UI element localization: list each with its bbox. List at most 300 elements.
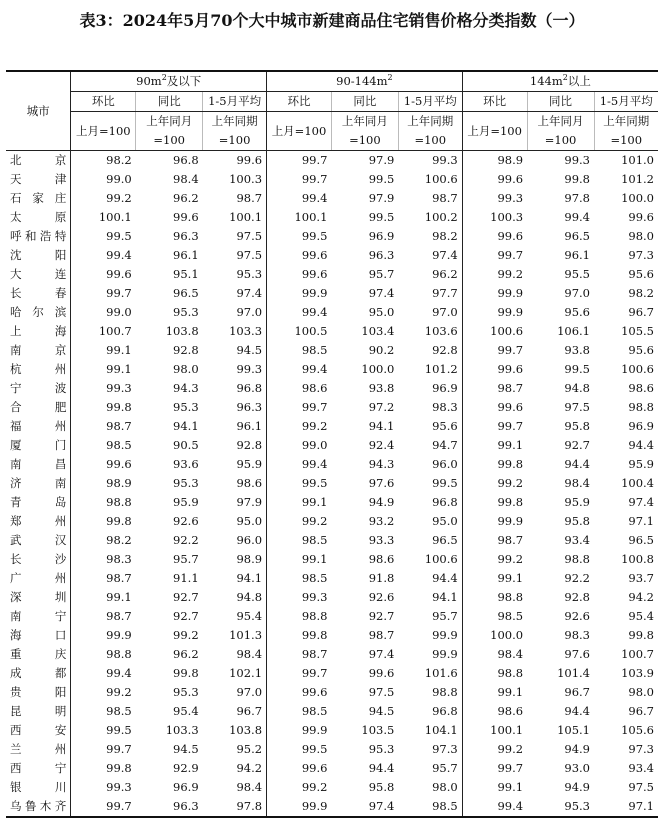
index-value: 99.4 <box>301 305 328 319</box>
index-value: 101.2 <box>398 360 462 379</box>
index-value: 97.9 <box>368 153 395 167</box>
index-value: 95.0 <box>398 512 462 531</box>
index-value: 98.2 <box>106 533 132 547</box>
index-value: 94.9 <box>564 742 590 756</box>
index-value: 99.2 <box>106 685 132 699</box>
index-value: 99.1 <box>301 552 328 566</box>
table-row <box>6 303 658 322</box>
table-row <box>6 512 658 531</box>
index-value: 97.4 <box>628 495 654 509</box>
index-value: 97.3 <box>628 248 654 262</box>
index-value: 93.4 <box>564 533 590 547</box>
header-base-avg: 上年同期=100 <box>594 112 658 151</box>
index-value: 98.0 <box>628 229 654 243</box>
index-value: 93.6 <box>173 457 199 471</box>
index-value: 98.7 <box>398 189 462 208</box>
index-value: 94.9 <box>564 780 590 794</box>
index-value: 99.8 <box>106 514 132 528</box>
city-name: 西宁 <box>6 759 71 778</box>
index-value: 99.9 <box>398 626 462 645</box>
table-row <box>6 360 658 379</box>
index-value: 105.6 <box>621 723 654 737</box>
index-value: 98.2 <box>398 227 462 246</box>
index-value: 95.3 <box>368 742 395 756</box>
table-row <box>6 265 658 284</box>
index-value: 97.6 <box>368 476 395 490</box>
index-value: 96.5 <box>398 531 462 550</box>
index-value: 97.3 <box>628 742 654 756</box>
index-value: 95.7 <box>398 607 462 626</box>
index-value: 92.8 <box>173 343 199 357</box>
index-value: 98.7 <box>497 533 524 547</box>
index-value: 96.9 <box>173 780 199 794</box>
table-row <box>6 227 658 246</box>
index-value: 94.8 <box>203 588 267 607</box>
index-value: 98.8 <box>628 400 654 414</box>
index-value: 92.6 <box>564 609 590 623</box>
header-base-mom: 上月=100 <box>462 112 527 151</box>
index-value: 103.6 <box>398 322 462 341</box>
index-value: 99.8 <box>106 761 132 775</box>
index-value: 99.9 <box>398 645 462 664</box>
index-value: 100.8 <box>621 552 654 566</box>
table-row <box>6 759 658 778</box>
index-value: 96.3 <box>203 398 267 417</box>
index-value: 99.8 <box>564 172 590 186</box>
index-value: 92.7 <box>173 590 199 604</box>
table-row <box>6 626 658 645</box>
index-value: 96.8 <box>203 379 267 398</box>
index-value: 97.5 <box>628 780 654 794</box>
index-value: 104.1 <box>398 721 462 740</box>
header-mom: 环比 <box>71 92 136 112</box>
index-value: 98.0 <box>173 362 199 376</box>
header-base-yoy: 上年同月=100 <box>527 112 594 151</box>
city-name: 济南 <box>6 474 71 493</box>
index-value: 106.1 <box>557 324 590 338</box>
index-value: 96.7 <box>203 702 267 721</box>
index-value: 94.9 <box>368 495 395 509</box>
index-value: 95.9 <box>628 457 654 471</box>
index-value: 99.6 <box>497 400 524 414</box>
index-value: 101.2 <box>621 172 654 186</box>
index-value: 100.1 <box>98 210 132 224</box>
index-value: 94.3 <box>368 457 395 471</box>
index-value: 99.5 <box>301 229 328 243</box>
index-value: 99.6 <box>301 685 328 699</box>
table-row <box>6 189 658 208</box>
index-value: 95.7 <box>173 552 199 566</box>
index-value: 98.0 <box>398 778 462 797</box>
index-value: 96.9 <box>628 419 654 433</box>
index-value: 102.1 <box>203 664 267 683</box>
city-name: 宁波 <box>6 379 71 398</box>
index-value: 97.5 <box>564 400 590 414</box>
index-value: 99.5 <box>368 172 395 186</box>
index-value: 99.2 <box>301 514 328 528</box>
index-value: 99.7 <box>497 761 524 775</box>
city-name: 深圳 <box>6 588 71 607</box>
index-value: 96.5 <box>173 286 199 300</box>
index-value: 98.5 <box>106 704 132 718</box>
index-value: 99.8 <box>106 400 132 414</box>
index-value: 94.5 <box>368 704 395 718</box>
index-value: 101.4 <box>557 666 590 680</box>
index-value: 95.3 <box>173 400 199 414</box>
index-value: 95.3 <box>173 305 199 319</box>
index-value: 97.1 <box>594 797 658 817</box>
city-name: 成都 <box>6 664 71 683</box>
index-value: 96.0 <box>398 455 462 474</box>
index-value: 100.3 <box>490 210 524 224</box>
index-value: 103.3 <box>203 322 267 341</box>
index-value: 96.3 <box>368 248 395 262</box>
index-value: 98.8 <box>497 590 524 604</box>
index-value: 100.2 <box>398 208 462 227</box>
index-value: 100.4 <box>621 476 654 490</box>
index-value: 103.8 <box>203 721 267 740</box>
index-value: 98.8 <box>301 609 328 623</box>
header-group-mid: $90-144m^2$ <box>267 71 463 92</box>
index-value: 99.6 <box>106 267 132 281</box>
index-value: 96.8 <box>398 493 462 512</box>
header-avg: 1-5月平均 <box>398 92 462 112</box>
index-value: 99.5 <box>106 229 132 243</box>
index-value: 94.1 <box>368 419 395 433</box>
header-base-mom: 上月=100 <box>267 112 332 151</box>
table-row <box>6 379 658 398</box>
index-value: 98.7 <box>301 647 328 661</box>
index-value: 99.8 <box>497 457 524 471</box>
table-title: 表3：2024年5月70个大中城市新建商品住宅销售价格分类指数（一） <box>79 11 585 30</box>
header-base-yoy: 上年同月=100 <box>331 112 398 151</box>
index-value: 96.7 <box>564 685 590 699</box>
index-value: 96.2 <box>173 647 199 661</box>
index-value: 95.4 <box>203 607 267 626</box>
index-value: 95.3 <box>173 685 199 699</box>
index-value: 92.7 <box>368 609 395 623</box>
index-value: 91.1 <box>173 571 199 585</box>
index-value: 90.2 <box>368 343 395 357</box>
price-index-table <box>6 70 658 818</box>
index-value: 96.7 <box>628 704 654 718</box>
city-name: 福州 <box>6 417 71 436</box>
index-value: 94.8 <box>564 381 590 395</box>
index-value: 98.7 <box>203 189 267 208</box>
index-value: 96.9 <box>398 379 462 398</box>
index-value: 97.5 <box>203 246 267 265</box>
index-value: 99.6 <box>301 267 328 281</box>
index-value: 105.1 <box>557 723 590 737</box>
index-value: 98.7 <box>497 381 524 395</box>
index-value: 94.1 <box>203 569 267 588</box>
index-value: 96.0 <box>203 531 267 550</box>
index-value: 96.3 <box>173 229 199 243</box>
index-value: 98.5 <box>301 533 328 547</box>
index-value: 92.7 <box>564 438 590 452</box>
index-value: 99.1 <box>106 343 132 357</box>
header-group-large: $144m^2$以上 <box>462 71 658 92</box>
index-value: 96.1 <box>564 248 590 262</box>
index-value: 95.2 <box>203 740 267 759</box>
table-body <box>6 151 658 818</box>
index-value: 98.5 <box>106 438 132 452</box>
index-value: 96.9 <box>368 229 395 243</box>
index-value: 99.6 <box>368 666 395 680</box>
index-value: 97.0 <box>203 683 267 702</box>
index-value: 98.9 <box>203 550 267 569</box>
index-value: 95.3 <box>173 476 199 490</box>
index-value: 99.7 <box>301 172 328 186</box>
index-value: 98.7 <box>106 419 132 433</box>
index-value: 97.6 <box>564 647 590 661</box>
index-value: 99.4 <box>462 797 527 817</box>
index-value: 99.7 <box>106 742 132 756</box>
index-value: 95.3 <box>203 265 267 284</box>
index-value: 99.1 <box>497 685 524 699</box>
index-value: 95.4 <box>173 704 199 718</box>
city-name: 哈尔滨 <box>6 303 71 322</box>
index-value: 97.0 <box>398 303 462 322</box>
index-value: 99.6 <box>628 210 654 224</box>
index-value: 98.6 <box>628 381 654 395</box>
index-value: 95.7 <box>368 267 395 281</box>
city-name: 银川 <box>6 778 71 797</box>
index-value: 95.5 <box>564 267 590 281</box>
city-name: 郑州 <box>6 512 71 531</box>
index-value: 93.7 <box>628 571 654 585</box>
table-row <box>6 474 658 493</box>
index-value: 93.2 <box>368 514 395 528</box>
index-value: 99.3 <box>106 381 132 395</box>
table-row <box>6 550 658 569</box>
index-value: 99.9 <box>301 723 328 737</box>
index-value: 98.4 <box>203 645 267 664</box>
index-value: 98.7 <box>106 609 132 623</box>
index-value: 99.1 <box>106 362 132 376</box>
index-value: 95.4 <box>628 609 654 623</box>
table-row <box>6 322 658 341</box>
header-base-avg: 上年同期=100 <box>203 112 267 151</box>
index-value: 92.4 <box>368 438 395 452</box>
index-value: 99.5 <box>301 476 328 490</box>
index-value: 94.1 <box>398 588 462 607</box>
index-value: 100.1 <box>490 723 524 737</box>
header-city: 城市 <box>6 71 71 151</box>
index-value: 97.9 <box>368 191 395 205</box>
index-value: 99.9 <box>497 514 524 528</box>
city-name: 青岛 <box>6 493 71 512</box>
index-value: 94.1 <box>173 419 199 433</box>
index-value: 99.3 <box>497 191 524 205</box>
index-value: 92.2 <box>564 571 590 585</box>
index-value: 96.8 <box>398 702 462 721</box>
table-row <box>6 702 658 721</box>
table-row <box>6 569 658 588</box>
index-value: 99.2 <box>497 267 524 281</box>
city-name: 太原 <box>6 208 71 227</box>
index-value: 98.8 <box>398 683 462 702</box>
index-value: 94.2 <box>628 590 654 604</box>
table-row <box>6 341 658 360</box>
index-value: 99.3 <box>564 153 590 167</box>
index-value: 99.1 <box>497 571 524 585</box>
index-value: 92.8 <box>564 590 590 604</box>
index-value: 98.6 <box>368 552 395 566</box>
index-value: 99.2 <box>497 476 524 490</box>
index-value: 99.2 <box>497 552 524 566</box>
index-value: 96.2 <box>173 191 199 205</box>
index-value: 99.0 <box>106 172 132 186</box>
city-name: 重庆 <box>6 645 71 664</box>
index-value: 100.3 <box>203 170 267 189</box>
index-value: 99.2 <box>301 780 328 794</box>
index-value: 98.0 <box>628 685 654 699</box>
index-value: 99.6 <box>301 248 328 262</box>
index-value: 99.3 <box>203 360 267 379</box>
city-name: 长沙 <box>6 550 71 569</box>
index-value: 99.0 <box>301 438 328 452</box>
header-avg: 1-5月平均 <box>594 92 658 112</box>
index-value: 98.7 <box>106 571 132 585</box>
index-value: 99.9 <box>301 286 328 300</box>
index-value: 99.6 <box>301 761 328 775</box>
index-value: 95.6 <box>628 343 654 357</box>
index-value: 98.5 <box>301 704 328 718</box>
table-row <box>6 208 658 227</box>
index-value: 98.9 <box>106 476 132 490</box>
city-name: 南京 <box>6 341 71 360</box>
index-value: 99.2 <box>106 191 132 205</box>
city-name: 杭州 <box>6 360 71 379</box>
index-value: 99.8 <box>628 628 654 642</box>
table-row <box>6 398 658 417</box>
index-value: 100.7 <box>98 324 132 338</box>
header-base-avg: 上年同期=100 <box>398 112 462 151</box>
table-row <box>6 721 658 740</box>
index-value: 98.4 <box>497 647 524 661</box>
index-value: 99.6 <box>203 151 267 171</box>
table-row <box>6 664 658 683</box>
index-value: 99.8 <box>497 495 524 509</box>
index-value: 92.6 <box>368 590 395 604</box>
index-value: 94.4 <box>398 569 462 588</box>
index-value: 99.9 <box>267 797 332 817</box>
index-value: 99.7 <box>301 153 328 167</box>
city-name: 沈阳 <box>6 246 71 265</box>
city-name: 贵阳 <box>6 683 71 702</box>
city-name: 昆明 <box>6 702 71 721</box>
index-value: 93.3 <box>368 533 395 547</box>
table-row <box>6 607 658 626</box>
index-value: 99.4 <box>301 457 328 471</box>
index-value: 94.4 <box>368 761 395 775</box>
index-value: 98.7 <box>368 628 395 642</box>
index-value: 99.2 <box>301 419 328 433</box>
index-value: 95.6 <box>564 305 590 319</box>
index-value: 95.8 <box>368 780 395 794</box>
index-value: 94.4 <box>564 457 590 471</box>
index-value: 97.9 <box>203 493 267 512</box>
index-value: 99.5 <box>398 474 462 493</box>
index-value: 98.4 <box>173 172 199 186</box>
index-value: 99.4 <box>301 362 328 376</box>
table-row <box>6 151 658 171</box>
index-value: 99.7 <box>497 419 524 433</box>
index-value: 99.4 <box>301 191 328 205</box>
index-value: 98.3 <box>398 398 462 417</box>
header-base-mom: 上月=100 <box>71 112 136 151</box>
index-value: 97.5 <box>203 227 267 246</box>
index-value: 99.7 <box>497 248 524 262</box>
index-value: 99.7 <box>497 343 524 357</box>
index-value: 95.7 <box>398 759 462 778</box>
index-value: 99.6 <box>106 457 132 471</box>
index-value: 98.2 <box>628 286 654 300</box>
city-name: 海口 <box>6 626 71 645</box>
table-row <box>6 493 658 512</box>
index-value: 98.6 <box>301 381 328 395</box>
index-value: 100.1 <box>294 210 328 224</box>
index-value: 99.9 <box>497 286 524 300</box>
city-name: 兰州 <box>6 740 71 759</box>
header-yoy: 同比 <box>331 92 398 112</box>
index-value: 94.7 <box>398 436 462 455</box>
index-value: 99.6 <box>497 229 524 243</box>
index-value: 95.3 <box>527 797 594 817</box>
index-value: 95.9 <box>173 495 199 509</box>
index-value: 98.9 <box>497 153 524 167</box>
index-value: 97.4 <box>368 286 395 300</box>
index-value: 96.5 <box>628 533 654 547</box>
city-name: 天津 <box>6 170 71 189</box>
city-name: 西安 <box>6 721 71 740</box>
header-group-small: $90m^2$及以下 <box>71 71 267 92</box>
index-value: 95.1 <box>173 267 199 281</box>
index-value: 99.7 <box>106 286 132 300</box>
index-value: 101.0 <box>621 153 654 167</box>
index-value: 103.9 <box>621 666 654 680</box>
index-value: 100.5 <box>294 324 328 338</box>
index-value: 98.8 <box>106 495 132 509</box>
city-name: 广州 <box>6 569 71 588</box>
city-name: 呼和浩特 <box>6 227 71 246</box>
table-row <box>6 778 658 797</box>
index-value: 99.7 <box>301 666 328 680</box>
index-value: 90.5 <box>173 438 199 452</box>
index-value: 94.2 <box>203 759 267 778</box>
header-avg: 1-5月平均 <box>203 92 267 112</box>
table-row <box>6 683 658 702</box>
index-value: 92.8 <box>398 341 462 360</box>
index-value: 93.0 <box>564 761 590 775</box>
city-name: 北京 <box>6 151 71 171</box>
index-value: 97.8 <box>203 797 267 817</box>
index-value: 103.3 <box>165 723 199 737</box>
city-name: 乌鲁木齐 <box>6 797 71 817</box>
city-name: 南昌 <box>6 455 71 474</box>
index-value: 99.5 <box>368 210 395 224</box>
city-name: 长春 <box>6 284 71 303</box>
index-value: 91.8 <box>368 571 395 585</box>
index-value: 99.2 <box>173 628 199 642</box>
index-value: 97.0 <box>564 286 590 300</box>
city-name: 武汉 <box>6 531 71 550</box>
index-value: 92.2 <box>173 533 199 547</box>
index-value: 97.8 <box>564 191 590 205</box>
index-value: 98.2 <box>106 153 132 167</box>
index-value: 101.3 <box>203 626 267 645</box>
